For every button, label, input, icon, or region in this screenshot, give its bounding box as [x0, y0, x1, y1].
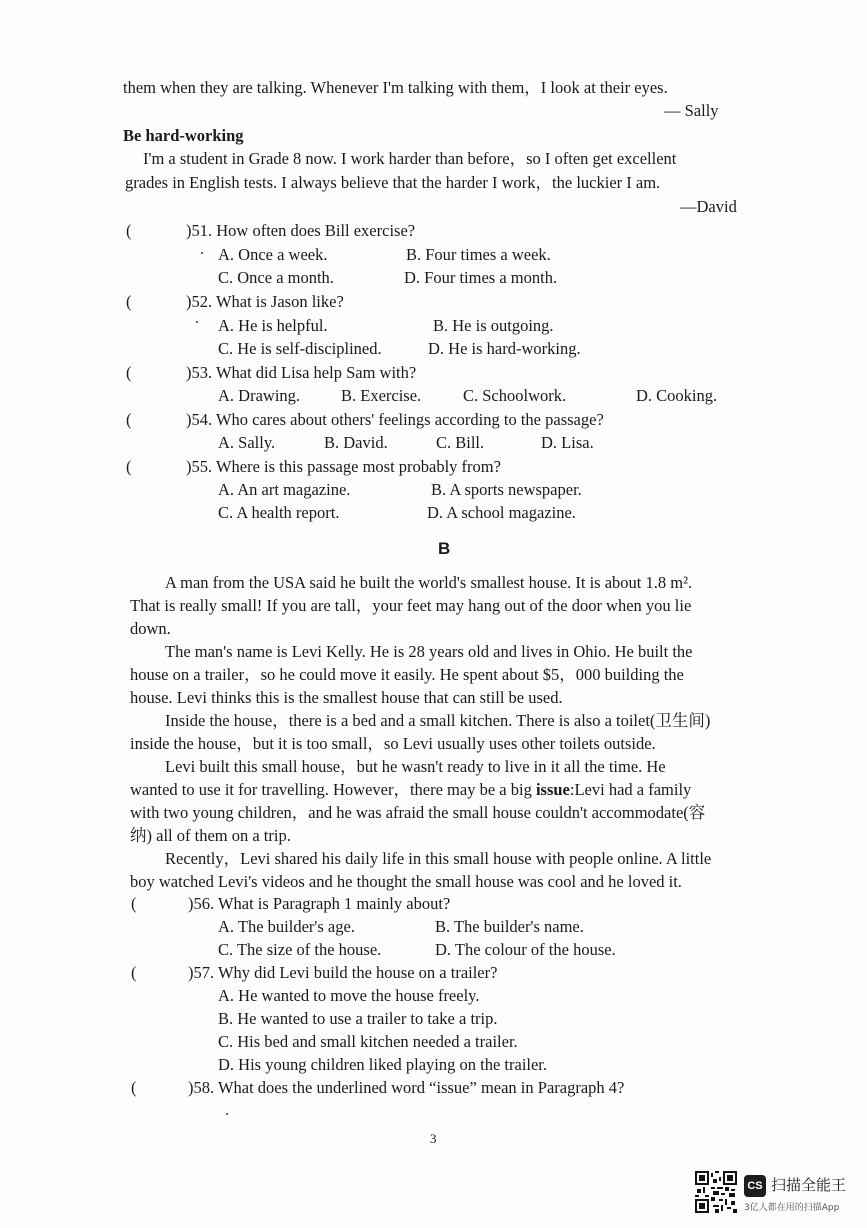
- text-segment: :Levi had a family: [569, 780, 692, 799]
- question-stem: )58. What does the underlined word “issue” mean in Paragraph 4?: [188, 1078, 625, 1097]
- scan-speck: [201, 252, 203, 254]
- signature-david: —David: [680, 197, 737, 216]
- passage-line: 纳) all of them on a trip.: [130, 826, 291, 845]
- passage-line: grades in English tests. I always believe that the harder I work，the luckier I am.: [125, 173, 661, 192]
- option-a[interactable]: A. An art magazine.: [218, 480, 351, 499]
- passage-line: Recently，Levi shared his daily life in this small house with people online. A little: [165, 849, 712, 868]
- question-stem: )56. What is Paragraph 1 mainly about?: [188, 894, 451, 913]
- scan-speck: [226, 1113, 228, 1115]
- question-stem: )52. What is Jason like?: [186, 292, 344, 311]
- passage-line: That is really small! If you are tall，your feet may hang out of the door when you lie: [130, 596, 692, 615]
- option-b[interactable]: B. He is outgoing.: [433, 316, 554, 335]
- passage-line: down.: [130, 619, 171, 638]
- answer-paren[interactable]: (: [131, 894, 137, 913]
- passage-line: house. Levi thinks this is the smallest house that can still be used.: [130, 688, 563, 707]
- question-stem: )55. Where is this passage most probably from?: [186, 457, 501, 476]
- option-c[interactable]: C. Once a month.: [218, 268, 334, 287]
- option-b[interactable]: B. Four times a week.: [406, 245, 551, 264]
- option-a[interactable]: A. Sally.: [218, 433, 276, 452]
- option-b[interactable]: B. He wanted to use a trailer to take a trip.: [218, 1009, 498, 1028]
- scanner-badge: CS: [744, 1175, 766, 1197]
- passage-line: A man from the USA said he built the world's smallest house. It is about 1.8 m².: [165, 573, 693, 592]
- passage-line: with two young children，and he was afraid the small house couldn't accommodate(容: [130, 803, 706, 822]
- qr-code-icon: [695, 1171, 737, 1213]
- option-b[interactable]: B. The builder's name.: [435, 917, 584, 936]
- passage-line: [130, 779, 691, 801]
- page-number: 3: [430, 1131, 437, 1146]
- option-d[interactable]: D. Lisa.: [541, 433, 594, 452]
- answer-paren[interactable]: (: [126, 457, 132, 476]
- option-b[interactable]: B. David.: [324, 433, 388, 452]
- answer-paren[interactable]: (: [126, 363, 132, 382]
- scanner-brand: 扫描全能王: [771, 1176, 847, 1194]
- option-c[interactable]: C. The size of the house.: [218, 940, 382, 959]
- option-a[interactable]: A. He wanted to move the house freely.: [218, 986, 480, 1005]
- option-b[interactable]: B. A sports newspaper.: [431, 480, 582, 499]
- answer-paren[interactable]: (: [131, 1078, 137, 1097]
- option-c[interactable]: C. Bill.: [436, 433, 485, 452]
- question-stem: )53. What did Lisa help Sam with?: [186, 363, 417, 382]
- scan-speck: [196, 321, 198, 323]
- passage-line: them when they are talking. Whenever I'm talking with them，I look at their eyes.: [123, 78, 668, 97]
- option-c[interactable]: C. His bed and small kitchen needed a trailer.: [218, 1032, 518, 1051]
- option-d[interactable]: D. He is hard-working.: [428, 339, 581, 358]
- option-a[interactable]: A. The builder's age.: [218, 917, 355, 936]
- question-stem: )54. Who cares about others' feelings according to the passage?: [186, 410, 604, 429]
- option-c[interactable]: C. Schoolwork.: [463, 386, 567, 405]
- option-d[interactable]: D. His young children liked playing on the trailer.: [218, 1055, 548, 1074]
- passage-line: I'm a student in Grade 8 now. I work harder than before，so I often get excellent: [143, 149, 677, 168]
- passage-line: Levi built this small house，but he wasn't ready to live in it all the time. He: [165, 757, 666, 776]
- option-c[interactable]: C. He is self-disciplined.: [218, 339, 382, 358]
- passage-line: inside the house，but it is too small，so Levi usually uses other toilets outside.: [130, 734, 656, 753]
- section-label: B: [438, 539, 451, 558]
- option-a[interactable]: A. Drawing.: [218, 386, 301, 405]
- option-d[interactable]: D. Four times a month.: [404, 268, 558, 287]
- option-a[interactable]: A. Once a week.: [218, 245, 328, 264]
- passage-line: Inside the house，there is a bed and a small kitchen. There is also a toilet(卫生间): [165, 711, 711, 730]
- scanner-tagline: 3亿人都在用的扫描App: [744, 1203, 840, 1213]
- passage-line: house on a trailer，so he could move it easily. He spent about $5，000 building the: [130, 665, 684, 684]
- underlined-word-issue: issue: [535, 780, 570, 799]
- option-d[interactable]: D. The colour of the house.: [435, 940, 616, 959]
- answer-paren[interactable]: (: [126, 292, 132, 311]
- option-d[interactable]: D. A school magazine.: [427, 503, 576, 522]
- answer-paren[interactable]: (: [131, 963, 137, 982]
- option-b[interactable]: B. Exercise.: [341, 386, 422, 405]
- option-d[interactable]: D. Cooking.: [636, 386, 718, 405]
- passage-line: The man's name is Levi Kelly. He is 28 years old and lives in Ohio. He built the: [165, 642, 693, 661]
- question-stem: )51. How often does Bill exercise?: [186, 221, 416, 240]
- passage-line: boy watched Levi's videos and he thought the small house was cool and he loved it.: [130, 872, 682, 891]
- section-heading: Be hard-working: [123, 126, 244, 145]
- signature-sally: — Sally: [664, 101, 719, 120]
- answer-paren[interactable]: (: [126, 410, 132, 429]
- answer-paren[interactable]: (: [126, 221, 132, 240]
- question-stem: )57. Why did Levi build the house on a trailer?: [188, 963, 498, 982]
- option-a[interactable]: A. He is helpful.: [218, 316, 328, 335]
- option-c[interactable]: C. A health report.: [218, 503, 340, 522]
- text-segment: wanted to use it for travelling. However，there may be a big: [130, 780, 536, 799]
